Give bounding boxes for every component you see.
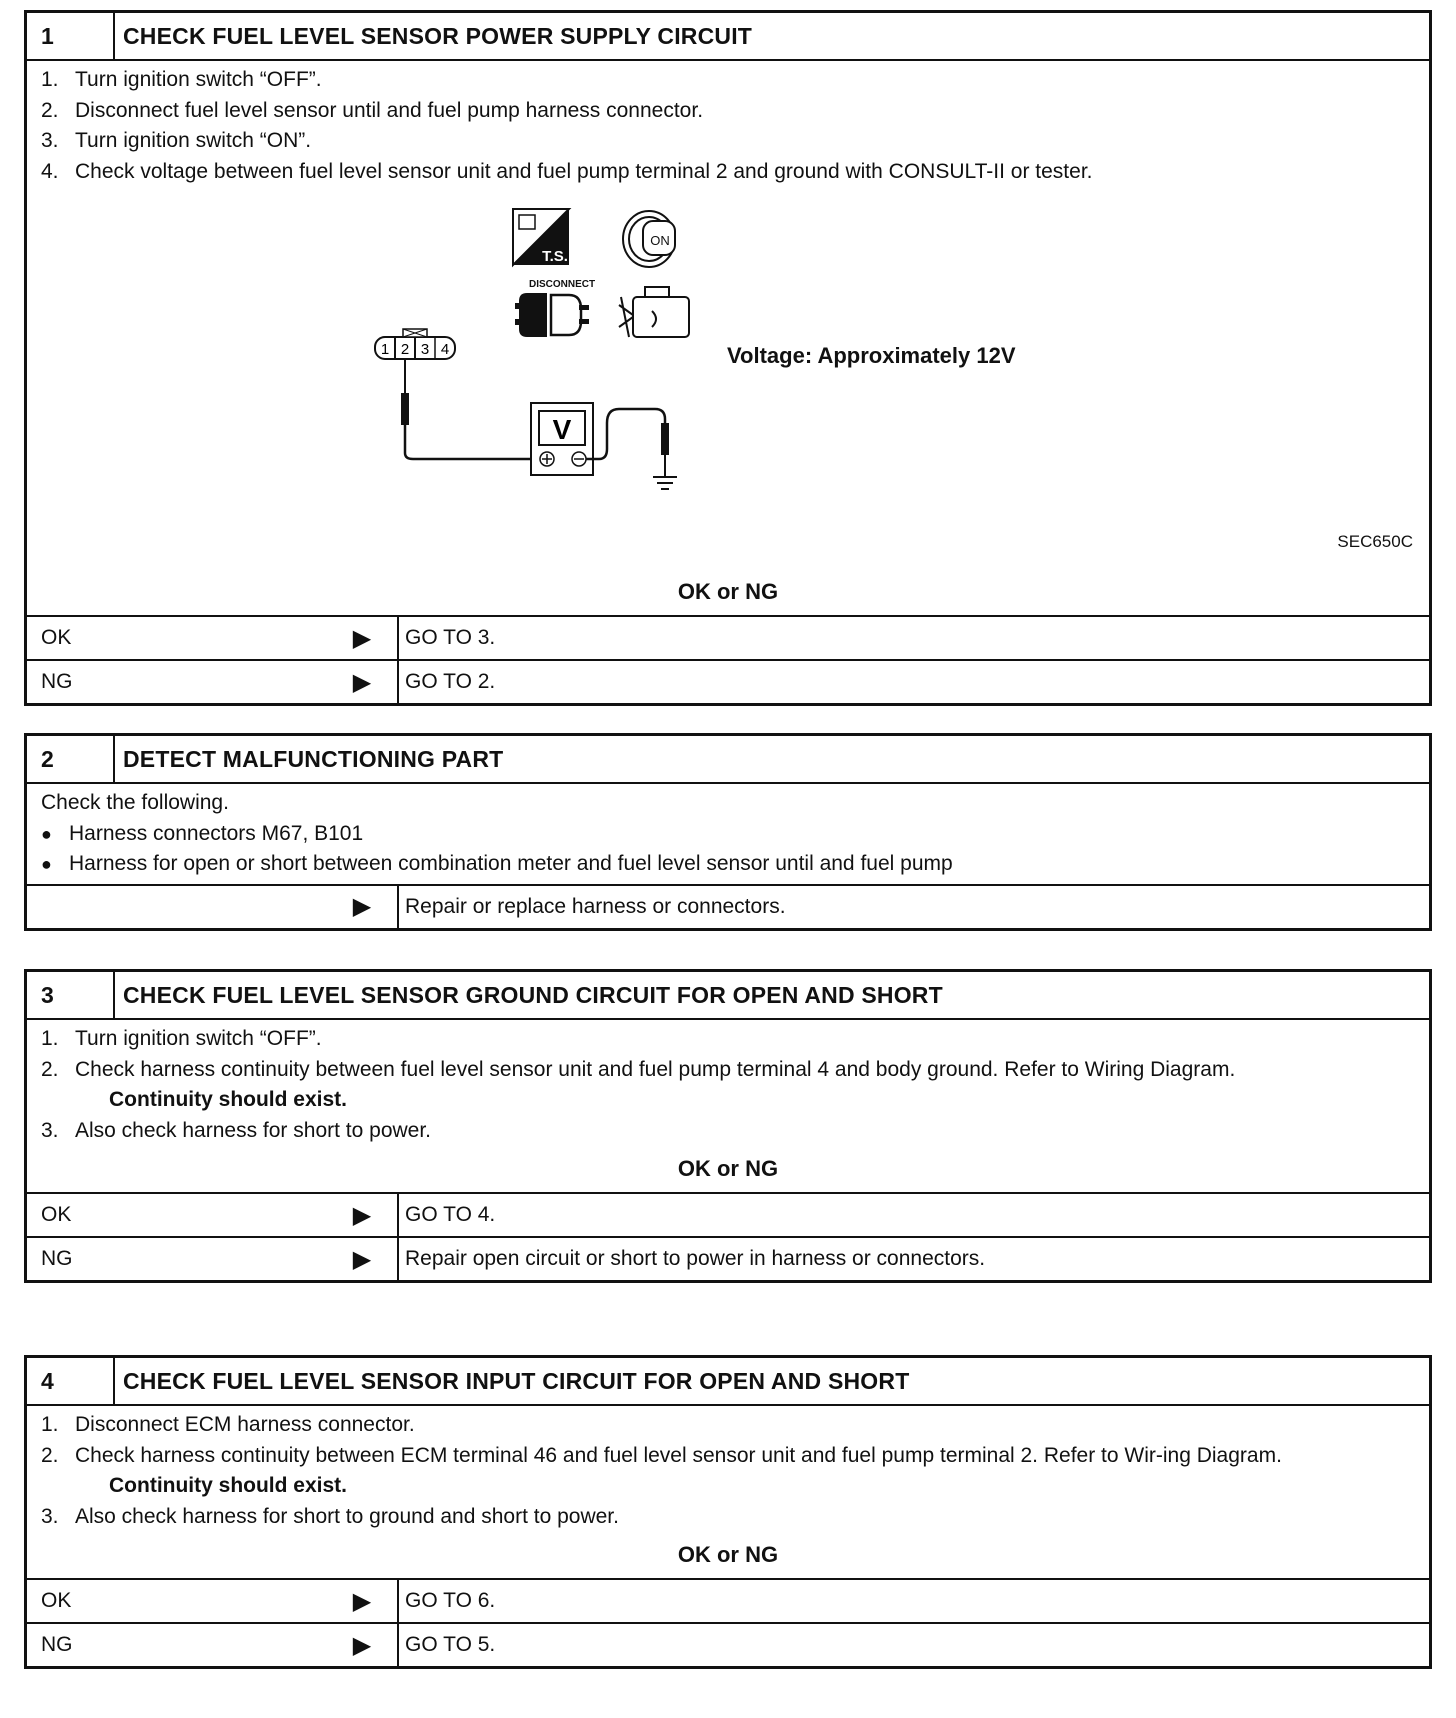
svg-text:4: 4 [440,341,450,358]
step-number: 4 [27,1358,115,1404]
step-title: CHECK FUEL LEVEL SENSOR GROUND CIRCUIT FOR OPEN AND SHORT [123,981,943,1008]
instruction-item: 1. Disconnect ECM harness connector. [41,1413,415,1436]
step-number: 3 [27,972,115,1018]
step-instructions [27,1406,1429,1532]
voltage-check-diagram [27,187,1429,569]
result-row-ng [27,1622,1429,1666]
result-row-ok [27,615,1429,659]
step-3-block [24,969,1432,1283]
svg-text:3: 3 [420,341,430,358]
arrow-icon: ▶ [352,1201,372,1229]
result-condition: NG [41,670,73,693]
result-row [27,884,1429,928]
svg-text:V: V [552,414,572,445]
fuel-sensor-icon [619,287,689,337]
intro-text: Check the following. [41,791,229,814]
step-header [27,1358,1429,1406]
sensor-connector [375,329,455,359]
bullet-item: ● Harness connectors M67, B101 [41,821,364,845]
step-number: 2 [27,736,115,782]
negative-probe-lead [586,409,669,477]
continuity-spec: Continuity should exist. [109,1088,348,1111]
result-action: GO TO 5. [397,1624,1429,1666]
step-title: DETECT MALFUNCTIONING PART [123,745,504,772]
disconnect-icon [515,279,595,337]
instruction-item: 4. Check voltage between fuel level sensor unit and fuel pump terminal 2 and ground with CONSULT-II or tester. [41,159,1093,183]
svg-text:DISCONNECT: DISCONNECT [529,279,596,290]
result-action: Repair or replace harness or connectors. [397,886,1429,928]
result-action: GO TO 2. [397,661,1429,703]
step-title: CHECK FUEL LEVEL SENSOR POWER SUPPLY CIRCUIT [123,22,753,49]
ok-or-ng-label: OK or NG [677,579,779,604]
svg-text:1: 1 [380,341,390,358]
result-action: GO TO 4. [397,1194,1429,1236]
step-4-block [24,1355,1432,1669]
result-row-ng [27,659,1429,703]
result-condition: NG [41,1633,73,1656]
arrow-icon: ▶ [352,1245,372,1273]
step-instructions [27,784,1429,884]
ok-or-ng-label: OK or NG [677,1156,779,1181]
arrow-icon: ▶ [352,624,372,652]
ts-icon [513,209,569,265]
positive-probe-lead [401,359,543,459]
step-title: CHECK FUEL LEVEL SENSOR INPUT CIRCUIT FOR OPEN AND SHORT [123,1367,910,1394]
result-action: Repair open circuit or short to power in harness or connectors. [397,1238,1429,1280]
result-condition: NG [41,1247,73,1270]
circuit-illustration [27,187,1427,569]
voltage-spec: Voltage: Approximately 12V [727,343,1016,368]
result-row-ok [27,1578,1429,1622]
bullet-item: ● Harness for open or short between combination meter and fuel level sensor until and fuel pump [41,852,953,875]
ground-icon [653,477,677,489]
instruction-item: 2. Disconnect fuel level sensor until and fuel pump harness connector. [41,98,704,122]
svg-text:T.S.: T.S. [542,248,568,265]
arrow-icon: ▶ [352,668,372,696]
result-condition: OK [41,1203,72,1226]
result-action: GO TO 6. [397,1580,1429,1622]
instruction-item: 1. Turn ignition switch “OFF”. [41,68,322,91]
continuity-spec: Continuity should exist. [109,1474,348,1497]
arrow-icon: ▶ [352,893,372,920]
result-condition: OK [41,1589,72,1612]
instruction-item: 3. Also check harness for short to power. [41,1118,432,1142]
result-row-ok [27,1192,1429,1236]
result-row-ng [27,1236,1429,1280]
voltmeter [531,403,593,475]
result-action: GO TO 3. [397,617,1429,659]
step-header [27,736,1429,784]
step-number: 1 [27,13,115,59]
step-2-block [24,733,1432,931]
instruction-item: 2. Check harness continuity between ECM terminal 46 and fuel level sensor unit and fuel pump terminal 2. Refer to Wir-ing Diagram. [41,1443,1282,1467]
ok-or-ng-label: OK or NG [677,1542,779,1567]
result-condition: OK [41,626,72,649]
step-instructions [27,61,1429,187]
arrow-icon: ▶ [352,1587,372,1615]
svg-text:ON: ON [650,233,670,248]
step-instructions [27,1020,1429,1146]
step-1-block [24,10,1432,706]
instruction-item: 3. Turn ignition switch “ON”. [41,129,312,152]
instruction-item: 1. Turn ignition switch “OFF”. [41,1027,322,1050]
instruction-item: 3. Also check harness for short to ground and short to power. [41,1504,619,1528]
arrow-icon: ▶ [352,1631,372,1659]
ignition-on-icon [623,211,675,267]
figure-code: SEC650C [1337,532,1413,551]
step-header [27,972,1429,1020]
instruction-item: 2. Check harness continuity between fuel level sensor unit and fuel pump terminal 4 and body ground. Refer to Wiring Diagram. [41,1057,1236,1081]
step-header [27,13,1429,61]
svg-text:2: 2 [400,341,410,358]
